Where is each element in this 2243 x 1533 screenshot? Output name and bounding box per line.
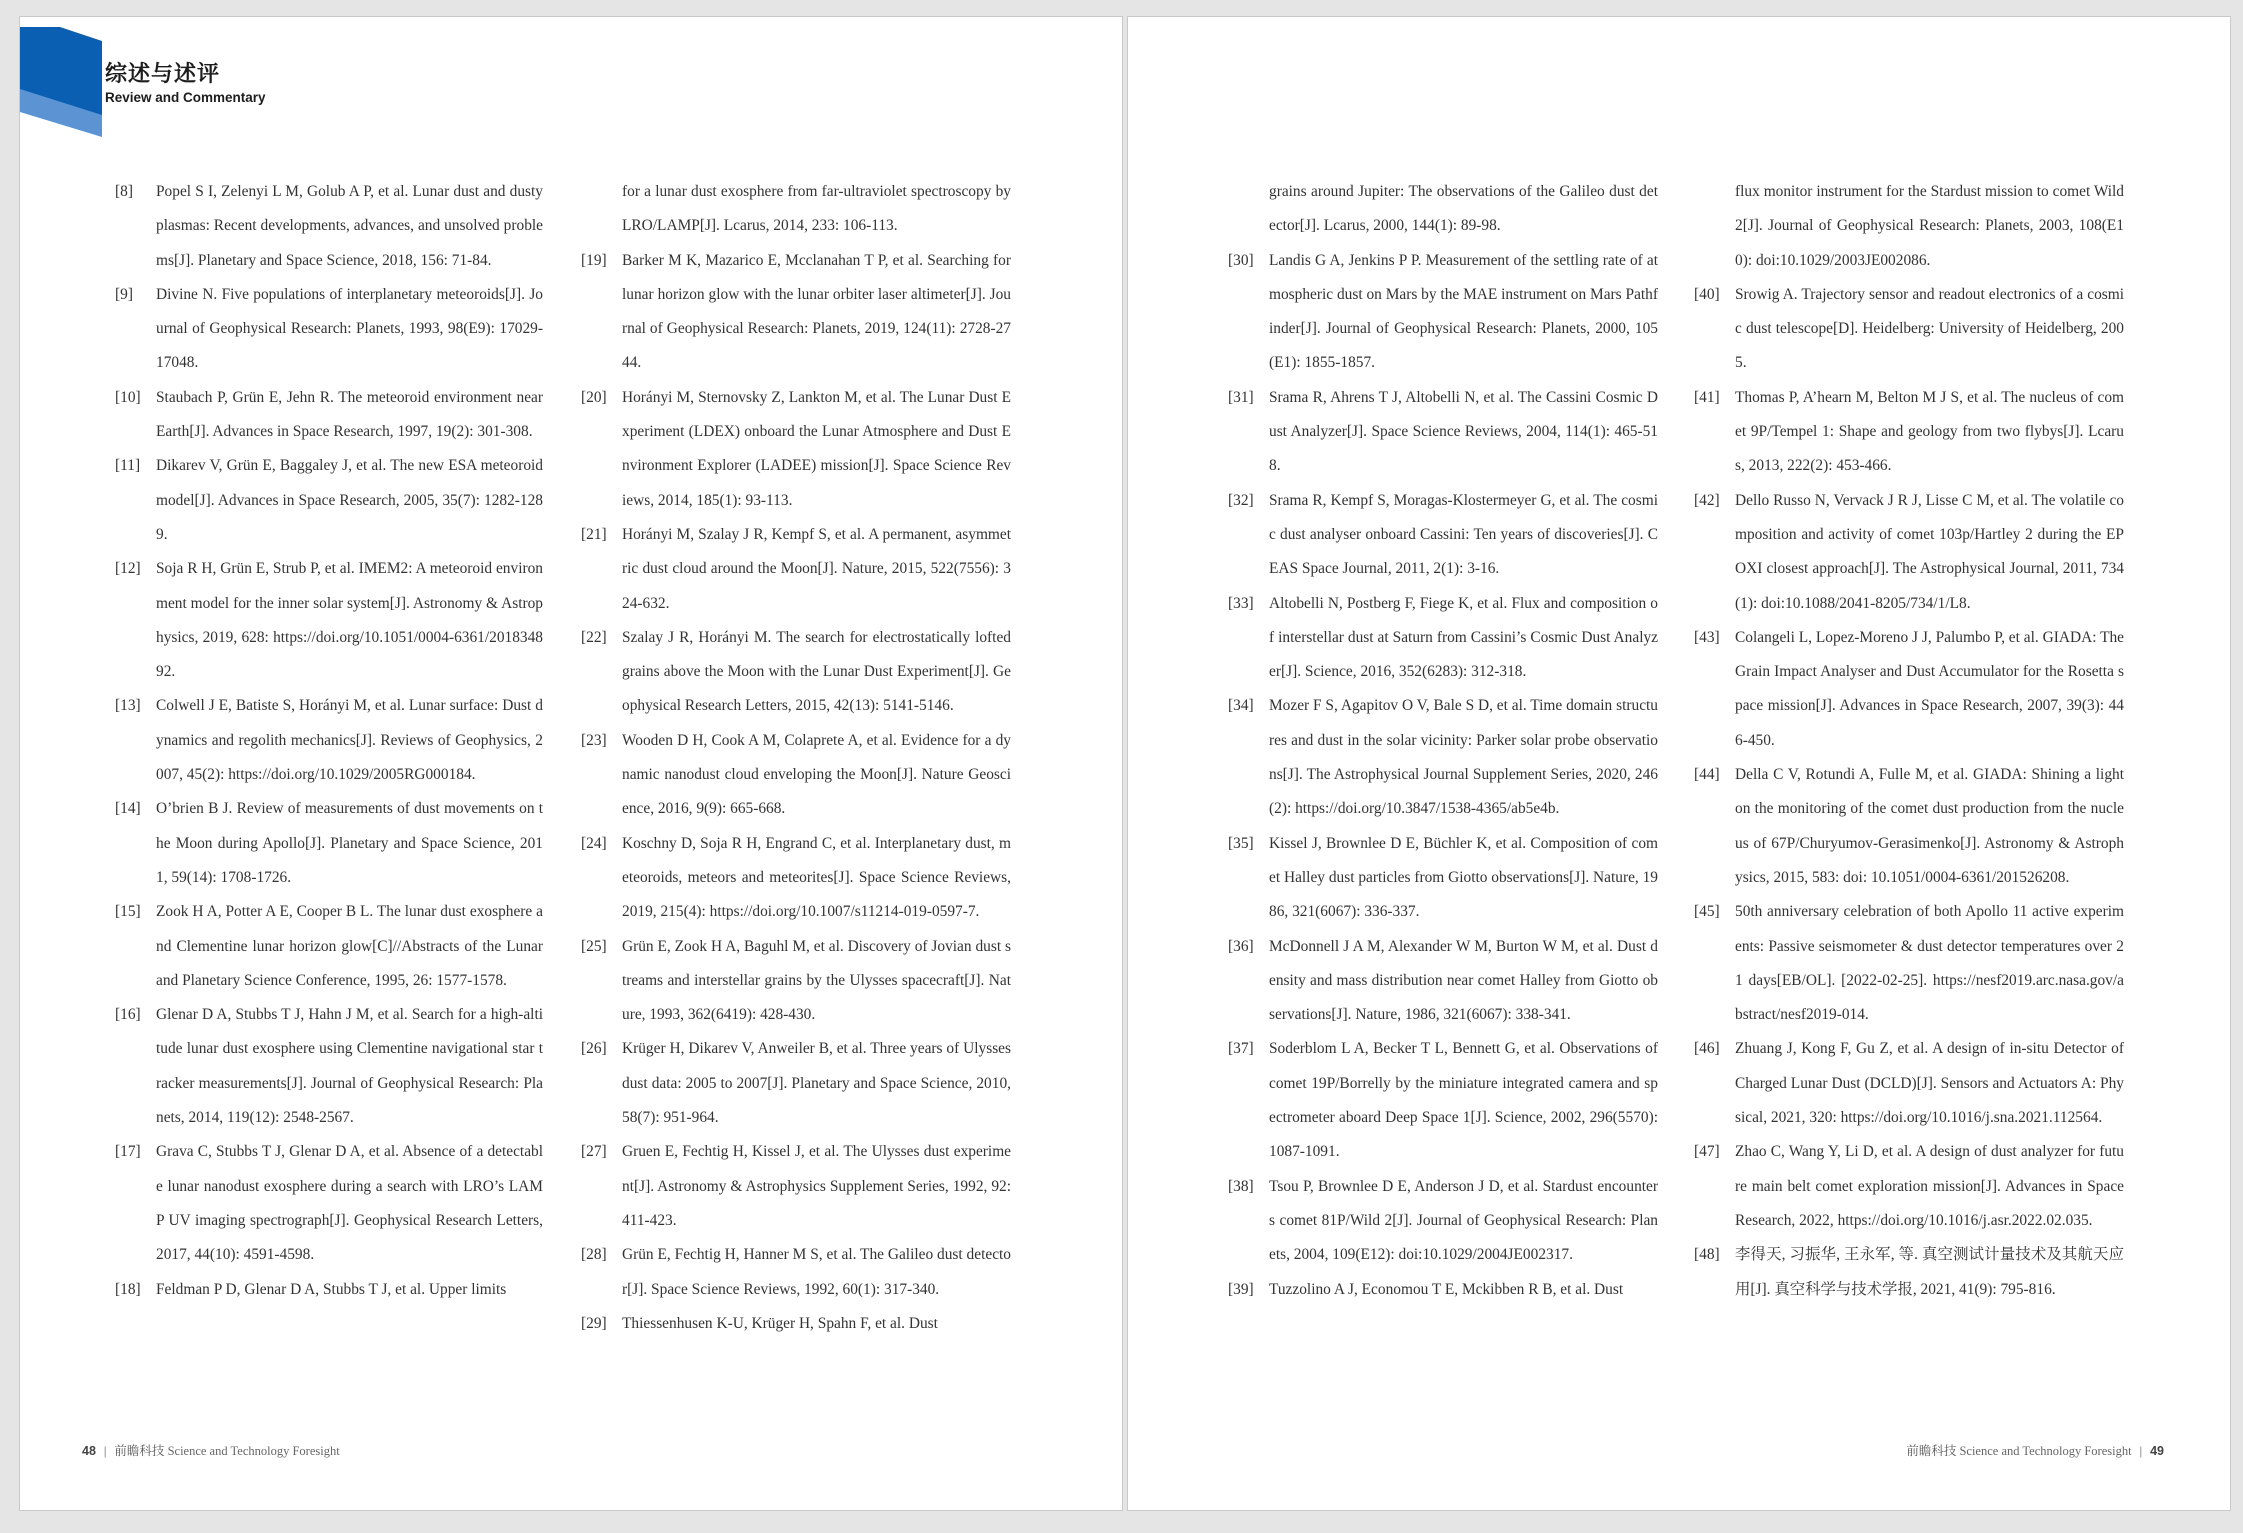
reference-text: Thiessenhusen K-U, Krüger H, Spahn F, et al. Dust: [622, 1314, 938, 1332]
reference-number: [17]: [115, 1143, 141, 1161]
reference-entry: [115, 278, 543, 381]
reference-text: 李得天, 习振华, 王永军, 等. 真空测试计量技术及其航天应用[J]. 真空科学与技术学报, 2021, 41(9): 795-816.: [1735, 1246, 2124, 1298]
reference-text: Tuzzolino A J, Economou T E, Mckibben R B, et al. Dust: [1269, 1280, 1624, 1298]
reference-entry: [1694, 175, 2124, 278]
reference-text: Srama R, Ahrens T J, Altobelli N, et al. The Cassini Cosmic Dust Analyzer[J]. Space Science Reviews, 2004, 114(1): 465-518.: [1269, 388, 1658, 475]
reference-text: Srama R, Kempf S, Moragas-Klostermeyer G, et al. The cosmic dust analyser onboard Cassini: Ten years of discoveries[J]. CEAS Space Journal, 2011, 2(1): 3-16.: [1269, 491, 1658, 578]
reference-entry: [581, 1307, 1011, 1341]
reference-entry: [581, 175, 1011, 244]
reference-text: Zhuang J, Kong F, Gu Z, et al. A design of in-situ Detector of Charged Lunar Dust (DCLD)[J]. Sensors and Actuators A: Physical, 2021, 320: https://doi.org/10.1016/j.sna.2021.112564.: [1735, 1040, 2124, 1127]
reference-number: [16]: [115, 1006, 141, 1024]
reference-entry: [1694, 758, 2124, 895]
reference-entry: [1694, 1032, 2124, 1135]
reference-entry: [581, 381, 1011, 518]
footer-publication-cn: 前瞻科技: [1906, 1443, 1957, 1458]
reference-entry: [1228, 689, 1658, 826]
reference-number: [47]: [1694, 1143, 1720, 1161]
reference-number: [18]: [115, 1280, 141, 1298]
reference-entry: [115, 1273, 543, 1307]
reference-number: [12]: [115, 560, 141, 578]
reference-text: Koschny D, Soja R H, Engrand C, et al. Interplanetary dust, meteoroids, meteors and meteorites[J]. Space Science Reviews, 2019, 215(4): https://doi.org/10.1007/s11214-019-0597-7.: [622, 834, 1011, 921]
reference-number: [15]: [115, 903, 141, 921]
page-number: 49: [2150, 1444, 2164, 1458]
reference-number: [11]: [115, 457, 141, 475]
left-page: [19, 16, 1123, 1511]
reference-text: Horányi M, Sternovsky Z, Lankton M, et al. The Lunar Dust Experiment (LDEX) onboard the Lunar Atmosphere and Dust Environment Explorer (LADEE) mission[J]. Space Science Reviews, 2014, 185(1): 93-113.: [622, 388, 1011, 509]
reference-text: Soja R H, Grün E, Strub P, et al. IMEM2: A meteoroid environment model for the inner solar system[J]. Astronomy & Astrophysics, 2019, 628: https://doi.org/10.1051/0004-6361/201834892.: [156, 560, 543, 681]
reference-number: [36]: [1228, 937, 1254, 955]
reference-text: Staubach P, Grün E, Jehn R. The meteoroid environment near Earth[J]. Advances in Space Research, 1997, 19(2): 301-308.: [156, 388, 543, 441]
footer-left: 48 | 前瞻科技 Science and Technology Foresight: [82, 1443, 340, 1458]
reference-number: [26]: [581, 1040, 607, 1058]
reference-entry: [581, 621, 1011, 724]
reference-entry: [1228, 381, 1658, 484]
reference-text: grains around Jupiter: The observations of the Galileo dust detector[J]. Lcarus, 2000, 144(1): 89-98.: [1269, 183, 1658, 235]
reference-entry: [1228, 827, 1658, 930]
footer-publication-cn: 前瞻科技: [114, 1443, 165, 1458]
reference-text: Dello Russo N, Vervack J R J, Lisse C M, et al. The volatile composition and activity of comet 103p/Hartley 2 during the EPOXI closest approach[J]. The Astrophysical Journal, 2011, 734(1): doi:10.1088/2041-8205/734/1/L8.: [1735, 491, 2124, 612]
reference-number: [19]: [581, 251, 607, 269]
reference-text: Zhao C, Wang Y, Li D, et al. A design of dust analyzer for future main belt comet exploration mission[J]. Advances in Space Research, 2022, https://doi.org/10.1016/j.asr.2022.02.035.: [1735, 1143, 2124, 1229]
reference-text: Kissel J, Brownlee D E, Büchler K, et al. Composition of comet Halley dust particles from Giotto observations[J]. Nature, 1986, 321(6067): 336-337.: [1269, 834, 1658, 921]
reference-entry: [581, 1135, 1011, 1238]
reference-entry: [115, 381, 543, 450]
reference-number: [46]: [1694, 1040, 1720, 1058]
reference-text: Grava C, Stubbs T J, Glenar D A, et al. Absence of a detectable lunar nanodust exosphere during a search with LRO’s LAMP UV imaging spectrograph[J]. Geophysical Research Letters, 2017, 44(10): 4591-4598.: [156, 1143, 543, 1264]
reference-text: Colwell J E, Batiste S, Horányi M, et al. Lunar surface: Dust dynamics and regolith mechanics[J]. Reviews of Geophysics, 2007, 45(2): https://doi.org/10.1029/2005RG000184.: [156, 697, 543, 784]
reference-text: Krüger H, Dikarev V, Anweiler B, et al. Three years of Ulysses dust data: 2005 to 2007[J]. Planetary and Space Science, 2010, 58(7): 951-964.: [622, 1040, 1011, 1127]
reference-number: [10]: [115, 388, 141, 406]
section-title-cn: 综述与述评: [105, 62, 221, 87]
reference-entry: [581, 518, 1011, 621]
reference-entry: [1694, 1135, 2124, 1238]
reference-text: Mozer F S, Agapitov O V, Bale S D, et al. Time domain structures and dust in the solar vicinity: Parker solar probe observations[J]. The Astrophysical Journal Supplement Series, 2020, 246(2): https://doi.org/10.3847/1538-4365/ab5e4b.: [1269, 697, 1658, 818]
reference-text: O’brien B J. Review of measurements of dust movements on the Moon during Apollo[J]. Planetary and Space Science, 2011, 59(14): 1708-1726.: [156, 800, 543, 886]
reference-entry: [581, 1238, 1011, 1307]
reference-entry: [581, 1032, 1011, 1135]
reference-number: [34]: [1228, 697, 1254, 715]
reference-entry: [115, 792, 543, 895]
reference-number: [25]: [581, 937, 607, 955]
reference-entry: [115, 998, 543, 1135]
reference-text: Horányi M, Szalay J R, Kempf S, et al. A permanent, asymmetric dust cloud around the Moon[J]. Nature, 2015, 522(7556): 324-632.: [622, 525, 1011, 612]
page-number: 48: [82, 1444, 96, 1458]
section-title-en: Review and Commentary: [105, 90, 266, 105]
reference-number: [9]: [115, 285, 133, 303]
reference-number: [44]: [1694, 766, 1720, 784]
reference-column-3: [1228, 175, 1658, 1307]
reference-entry: [1694, 278, 2124, 381]
reference-column-2: [581, 175, 1011, 1341]
reference-text: Tsou P, Brownlee D E, Anderson J D, et al. Stardust encounters comet 81P/Wild 2[J]. Journal of Geophysical Research: Planets, 2004, 109(E12): doi:10.1029/2004JE002317.: [1269, 1177, 1658, 1264]
reference-text: for a lunar dust exosphere from far-ultraviolet spectroscopy by LRO/LAMP[J]. Lcarus, 2014, 233: 106-113.: [622, 183, 1011, 235]
reference-entry: [1228, 1170, 1658, 1273]
reference-entry: [1694, 1238, 2124, 1307]
reference-entry: [1694, 381, 2124, 484]
reference-number: [31]: [1228, 388, 1254, 406]
reference-entry: [115, 449, 543, 552]
reference-number: [32]: [1228, 491, 1254, 509]
reference-number: [13]: [115, 697, 141, 715]
section-header: [105, 61, 266, 107]
reference-number: [41]: [1694, 388, 1720, 406]
reference-entry: [581, 724, 1011, 827]
reference-number: [45]: [1694, 903, 1720, 921]
reference-number: [14]: [115, 800, 141, 818]
reference-number: [48]: [1694, 1246, 1720, 1264]
reference-number: [27]: [581, 1143, 607, 1161]
reference-number: [42]: [1694, 491, 1720, 509]
reference-text: Wooden D H, Cook A M, Colaprete A, et al. Evidence for a dynamic nanodust cloud enveloping the Moon[J]. Nature Geoscience, 2016, 9(9): 665-668.: [622, 731, 1011, 818]
reference-text: flux monitor instrument for the Stardust mission to comet Wild 2[J]. Journal of Geophysical Research: Planets, 2003, 108(E10): doi:10.1029/2003JE002086.: [1735, 183, 2124, 269]
reference-number: [29]: [581, 1314, 607, 1332]
reference-entry: [1228, 484, 1658, 587]
reference-text: Dikarev V, Grün E, Baggaley J, et al. The new ESA meteoroid model[J]. Advances in Space Research, 2005, 35(7): 1282-1289.: [156, 457, 543, 543]
reference-entry: [1228, 587, 1658, 690]
footer-right: 前瞻科技 Science and Technology Foresight | 49: [1906, 1443, 2164, 1458]
reference-text: Grün E, Fechtig H, Hanner M S, et al. The Galileo dust detector[J]. Space Science Reviews, 1992, 60(1): 317-340.: [622, 1246, 1011, 1298]
reference-text: Glenar D A, Stubbs T J, Hahn J M, et al. Search for a high-altitude lunar dust exosphere using Clementine navigational star tracker measurements[J]. Journal of Geophysical Research: Planets, 2014, 119(12): 2548-2567.: [156, 1006, 543, 1127]
reference-text: Landis G A, Jenkins P P. Measurement of the settling rate of atmospheric dust on Mars by the MAE instrument on Mars Pathfinder[J]. Journal of Geophysical Research: Planets, 2000, 105(E1): 1855-1857.: [1269, 251, 1658, 372]
reference-number: [8]: [115, 183, 133, 200]
section-corner-logo: [20, 27, 102, 137]
reference-entry: [1228, 244, 1658, 381]
reference-entry: [581, 244, 1011, 381]
reference-number: [39]: [1228, 1280, 1254, 1298]
reference-entry: [115, 552, 543, 689]
reference-text: Soderblom L A, Becker T L, Bennett G, et al. Observations of comet 19P/Borrelly by the miniature integrated camera and spectrometer aboard Deep Space 1[J]. Science, 2002, 296(5570): 1087-1091.: [1269, 1040, 1658, 1161]
reference-text: 50th anniversary celebration of both Apollo 11 active experiments: Passive seismometer & dust detector temperatures over 21 days[EB/OL]. [2022-02-25]. https://nesf2019.arc.nasa.gov/abstract/nesf2019-014.: [1735, 903, 2124, 1024]
reference-number: [22]: [581, 628, 607, 646]
reference-number: [37]: [1228, 1040, 1254, 1058]
reference-entry: [1694, 484, 2124, 621]
reference-text: Della C V, Rotundi A, Fulle M, et al. GIADA: Shining a light on the monitoring of the comet dust production from the nucleus of 67P/Churyumov-Gerasimenko[J]. Astronomy & Astrophysics, 2015, 583: doi: 10.1051/0004-6361/201526208.: [1735, 766, 2124, 886]
right-page: [1127, 16, 2231, 1511]
reference-text: McDonnell J A M, Alexander W M, Burton W M, et al. Dust density and mass distribution near comet Halley from Giotto observations[J]. Nature, 1986, 321(6067): 338-341.: [1269, 937, 1658, 1024]
reference-text: Divine N. Five populations of interplanetary meteoroids[J]. Journal of Geophysical Research: Planets, 1993, 98(E9): 17029-17048.: [156, 285, 543, 372]
reference-entry: [1694, 621, 2124, 758]
reference-number: [33]: [1228, 594, 1254, 612]
reference-text: Barker M K, Mazarico E, Mcclanahan T P, et al. Searching for lunar horizon glow with the lunar orbiter laser altimeter[J]. Journal of Geophysical Research: Planets, 2019, 124(11): 2728-2744.: [622, 251, 1011, 372]
reference-entry: [1694, 895, 2124, 1032]
reference-number: [20]: [581, 388, 607, 406]
reference-column-4: [1694, 175, 2124, 1307]
reference-number: [28]: [581, 1246, 607, 1264]
reference-number: [38]: [1228, 1177, 1254, 1195]
reference-entry: [581, 827, 1011, 930]
reference-entry: [115, 689, 543, 792]
reference-text: Thomas P, A’hearn M, Belton M J S, et al. The nucleus of comet 9P/Tempel 1: Shape and geology from two flybys[J]. Lcarus, 2013, 222(2): 453-466.: [1735, 388, 2124, 475]
reference-entry: [1228, 930, 1658, 1033]
reference-text: Popel S I, Zelenyi L M, Golub A P, et al. Lunar dust and dusty plasmas: Recent developments, advances, and unsolved problems[J]. Planetary and Space Science, 2018, 156: 71-84.: [156, 183, 543, 269]
reference-number: [21]: [581, 525, 607, 543]
reference-text: Feldman P D, Glenar D A, Stubbs T J, et al. Upper limits: [156, 1280, 507, 1298]
reference-number: [24]: [581, 834, 607, 852]
footer-publication-en: Science and Technology Foresight: [1959, 1444, 2132, 1458]
reference-column-1: [115, 175, 543, 1307]
reference-entry: [115, 175, 543, 278]
reference-entry: [1228, 1032, 1658, 1169]
reference-text: Zook H A, Potter A E, Cooper B L. The lunar dust exosphere and Clementine lunar horizon glow[C]//Abstracts of the Lunar and Planetary Science Conference, 1995, 26: 1577-1578.: [156, 903, 543, 989]
footer-publication-en: Science and Technology Foresight: [167, 1444, 340, 1458]
reference-text: Grün E, Zook H A, Baguhl M, et al. Discovery of Jovian dust streams and interstellar grains by the Ulysses spacecraft[J]. Nature, 1993, 362(6419): 428-430.: [622, 937, 1011, 1024]
reference-text: Gruen E, Fechtig H, Kissel J, et al. The Ulysses dust experiment[J]. Astronomy & Astrophysics Supplement Series, 1992, 92: 411-423.: [622, 1143, 1011, 1229]
reference-number: [23]: [581, 731, 607, 749]
reference-entry: [1228, 1273, 1658, 1307]
reference-text: Szalay J R, Horányi M. The search for electrostatically lofted grains above the Moon with the Lunar Dust Experiment[J]. Geophysical Research Letters, 2015, 42(13): 5141-5146.: [622, 628, 1011, 715]
reference-entry: [115, 1135, 543, 1272]
reference-number: [30]: [1228, 251, 1254, 269]
reference-entry: [115, 895, 543, 998]
reference-number: [43]: [1694, 628, 1720, 646]
reference-entry: [1228, 175, 1658, 244]
reference-text: Srowig A. Trajectory sensor and readout electronics of a cosmic dust telescope[D]. Heidelberg: University of Heidelberg, 2005.: [1735, 285, 2124, 372]
reference-number: [40]: [1694, 285, 1720, 303]
reference-text: Altobelli N, Postberg F, Fiege K, et al. Flux and composition of interstellar dust at Saturn from Cassini’s Cosmic Dust Analyzer[J]. Science, 2016, 352(6283): 312-318.: [1269, 594, 1658, 681]
reference-entry: [581, 930, 1011, 1033]
reference-text: Colangeli L, Lopez-Moreno J J, Palumbo P, et al. GIADA: The Grain Impact Analyser and Dust Accumulator for the Rosetta space mission[J]. Advances in Space Research, 2007, 39(3): 446-450.: [1735, 628, 2124, 749]
reference-number: [35]: [1228, 834, 1254, 852]
